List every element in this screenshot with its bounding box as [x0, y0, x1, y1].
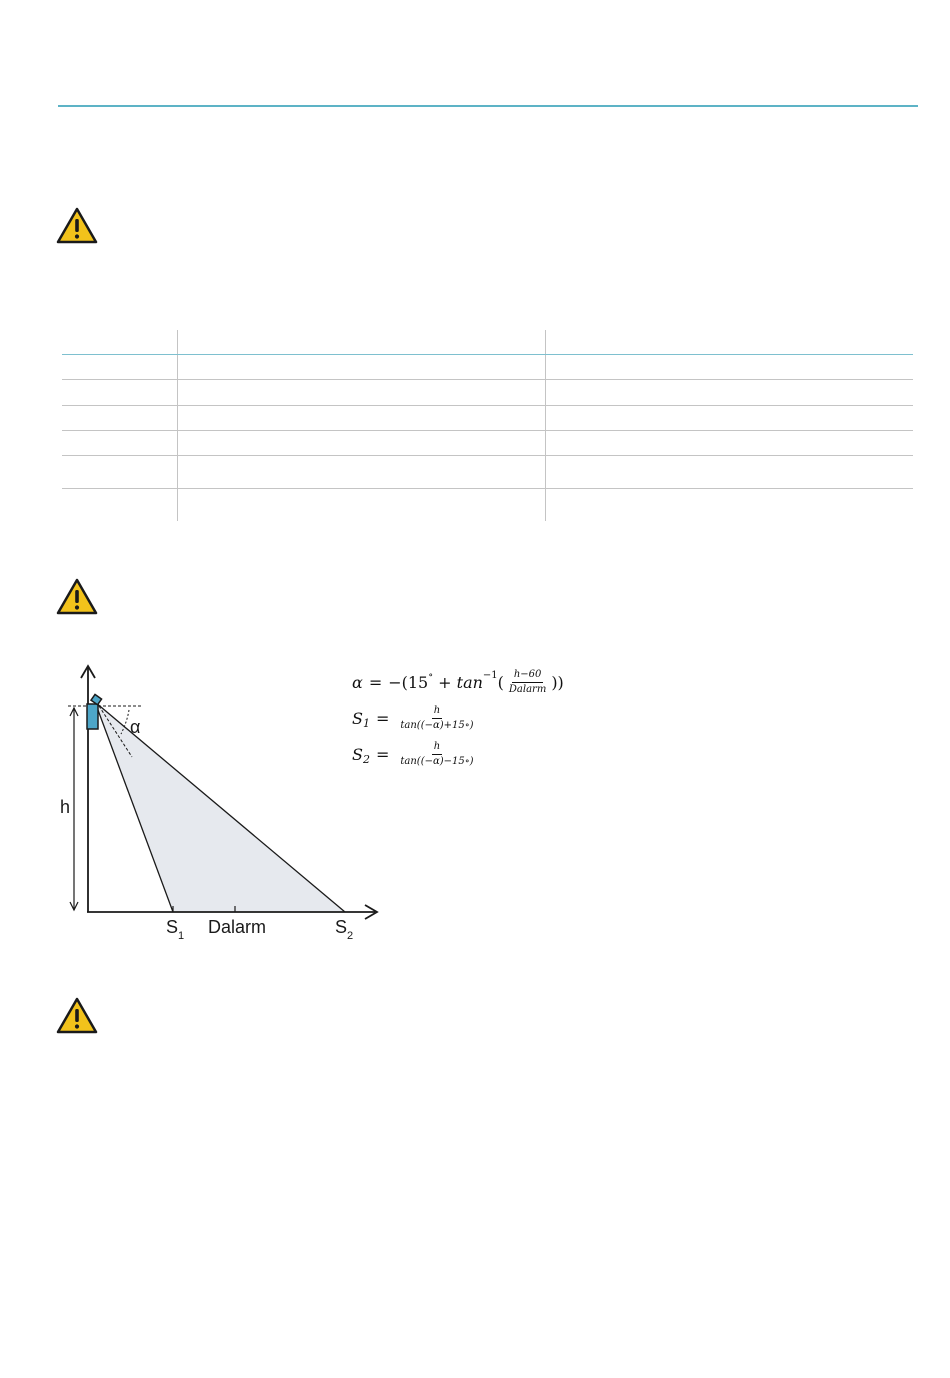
alpha-formula: α = −(15 ∘ + tan −1 ( $\frac{h-60}{\text{Dalarm}}$ )) — [352, 669, 564, 695]
sensor-coverage-diagram — [55, 660, 395, 950]
dalarm-label: Dalarm — [208, 917, 267, 937]
warning-triangle-icon — [56, 207, 98, 245]
s1-formula: S 1 = $\frac{h}{\tan((-\alpha)+15\circ)}$ — [352, 705, 474, 731]
header-rule — [58, 105, 918, 107]
table-row-divider — [62, 430, 913, 431]
s2-fraction: $\frac{h}{\tan((-\alpha)-15\circ)}$ — [400, 741, 474, 767]
coverage-diagram-svg — [55, 660, 395, 950]
s2-label: $S_2$ — [335, 917, 354, 942]
s2-formula: S 2 = $\frac{h}{\tan((-\alpha)-15\circ)}$ — [352, 741, 474, 767]
s1-label: $S_1$ — [166, 917, 185, 942]
table-column-divider — [545, 330, 546, 521]
formula-block — [352, 664, 564, 772]
table-header-divider — [62, 354, 913, 355]
height-label: h — [60, 797, 71, 817]
alpha-fraction: $\frac{h-60}{\text{Dalarm}}$ — [508, 669, 547, 695]
warning-triangle-icon — [56, 578, 98, 616]
warning-triangle-icon — [56, 997, 98, 1035]
alpha-label: α — [130, 717, 141, 737]
table-row-divider — [62, 379, 913, 380]
table-row-divider — [62, 405, 913, 406]
s1-fraction: $\frac{h}{\tan((-\alpha)+15\circ)}$ — [400, 705, 474, 731]
specification-table — [62, 330, 913, 521]
table-row-divider — [62, 488, 913, 489]
table-row-divider — [62, 455, 913, 456]
table-column-divider — [177, 330, 178, 521]
